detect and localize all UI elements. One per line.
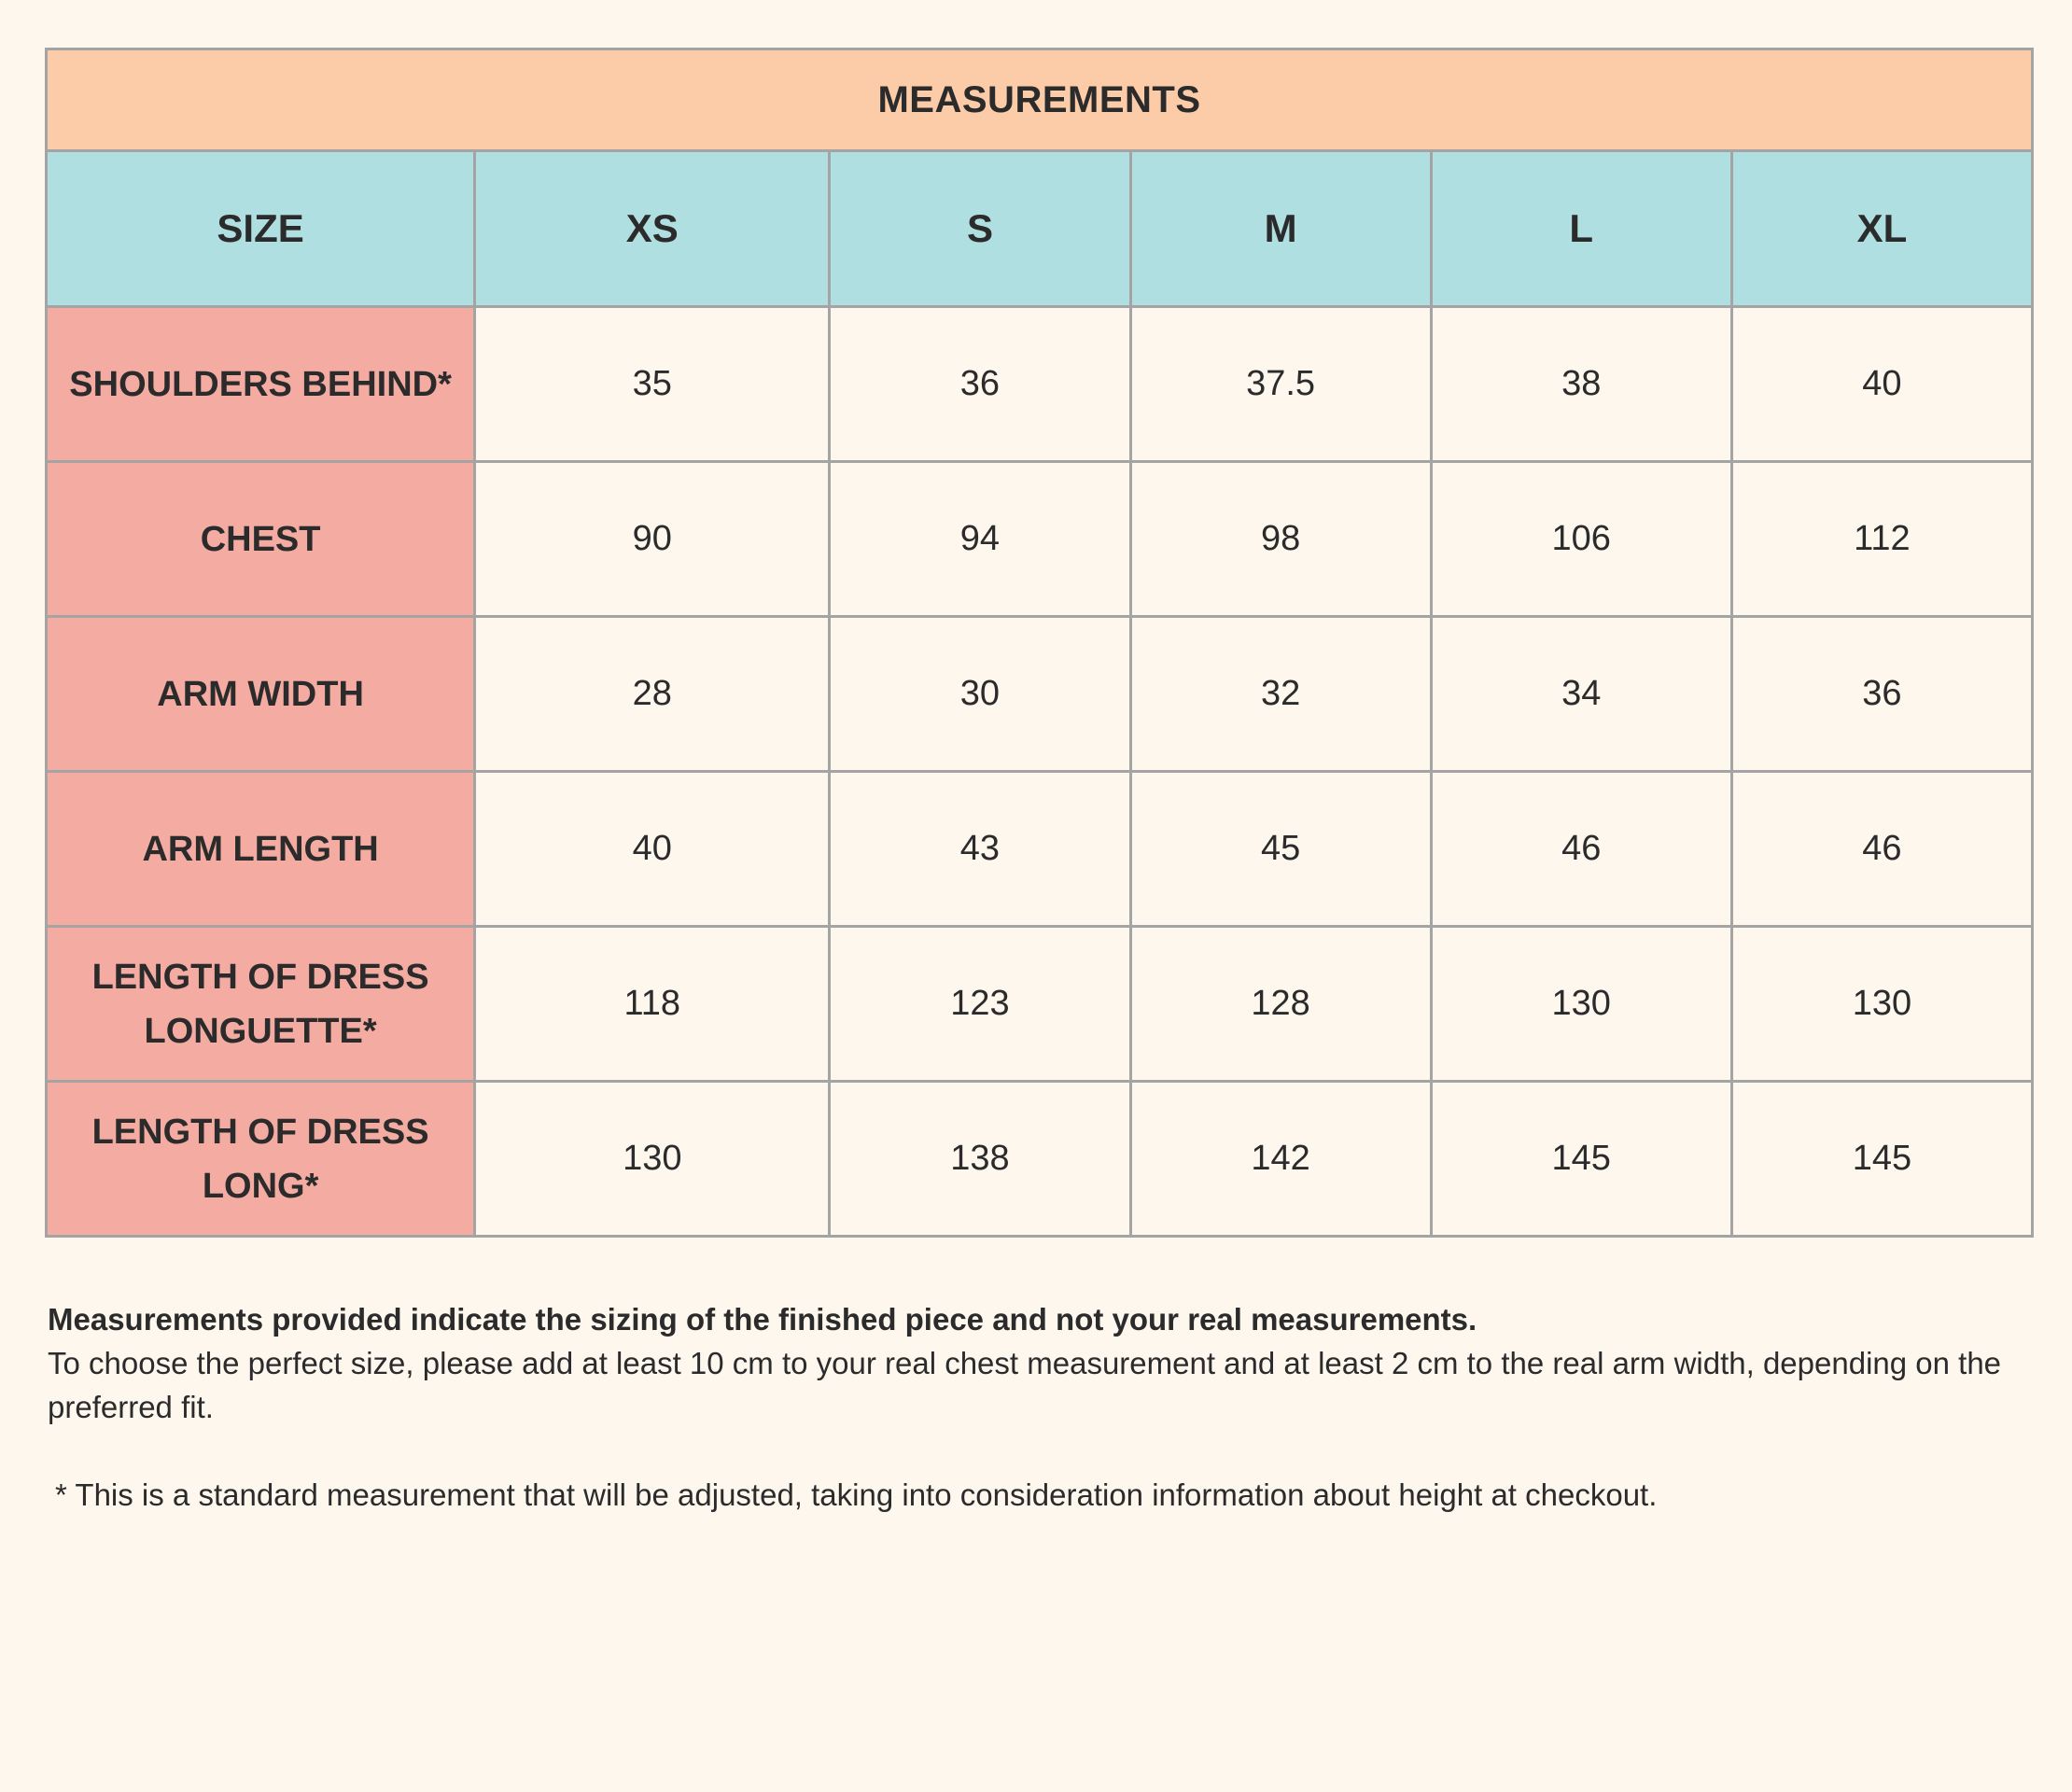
table-cell: 37.5: [1130, 307, 1431, 462]
table-cell: 106: [1431, 462, 1731, 617]
table-cell: 36: [830, 307, 1130, 462]
table-cell: 43: [830, 772, 1130, 927]
table-cell: 36: [1731, 617, 2032, 772]
table-title-row: [47, 49, 2033, 151]
table-cell: 40: [475, 772, 830, 927]
table-cell: 40: [1731, 307, 2032, 462]
table-cell: 35: [475, 307, 830, 462]
size-header-label: SIZE: [47, 151, 475, 307]
table-row: [47, 1082, 2033, 1237]
table-row: [47, 617, 2033, 772]
size-header-xs: XS: [475, 151, 830, 307]
row-label: ARM LENGTH: [47, 772, 475, 927]
table-cell: 142: [1130, 1082, 1431, 1237]
size-header-m: M: [1130, 151, 1431, 307]
table-cell: 112: [1731, 462, 2032, 617]
table-cell: 128: [1130, 927, 1431, 1082]
table-cell: 130: [1431, 927, 1731, 1082]
size-header-row: [47, 151, 2033, 307]
notes-section: [48, 1297, 2045, 1517]
table-cell: 28: [475, 617, 830, 772]
table-cell: 94: [830, 462, 1130, 617]
table-cell: 130: [1731, 927, 2032, 1082]
size-header-s: S: [830, 151, 1130, 307]
notes-body: To choose the perfect size, please add at least 10 cm to your real chest measurement and at least 2 cm to the real arm width, depending on the preferred fit.: [48, 1346, 2002, 1424]
table-cell: 98: [1130, 462, 1431, 617]
table-cell: 123: [830, 927, 1130, 1082]
table-row: [47, 307, 2033, 462]
table-cell: 118: [475, 927, 830, 1082]
table-cell: 138: [830, 1082, 1130, 1237]
table-title: MEASUREMENTS: [47, 49, 2033, 151]
table-cell: 90: [475, 462, 830, 617]
table-cell: 45: [1130, 772, 1431, 927]
table-cell: 46: [1431, 772, 1731, 927]
table-cell: 130: [475, 1082, 830, 1237]
table-cell: 30: [830, 617, 1130, 772]
row-label: LENGTH OF DRESS LONG*: [47, 1082, 475, 1237]
table-row: [47, 927, 2033, 1082]
measurements-table: [45, 48, 2034, 1238]
size-header-l: L: [1431, 151, 1731, 307]
table-cell: 32: [1130, 617, 1431, 772]
row-label: CHEST: [47, 462, 475, 617]
row-label: ARM WIDTH: [47, 617, 475, 772]
table-row: [47, 462, 2033, 617]
row-label: SHOULDERS BEHIND*: [47, 307, 475, 462]
table-cell: 145: [1731, 1082, 2032, 1237]
size-header-xl: XL: [1731, 151, 2032, 307]
table-cell: 145: [1431, 1082, 1731, 1237]
table-row: [47, 772, 2033, 927]
notes-footnote: * This is a standard measurement that will be adjusted, taking into consideration information about height at checkout.: [55, 1477, 1658, 1512]
table-cell: 46: [1731, 772, 2032, 927]
table-cell: 34: [1431, 617, 1731, 772]
table-cell: 38: [1431, 307, 1731, 462]
row-label: LENGTH OF DRESS LONGUETTE*: [47, 927, 475, 1082]
notes-bold-statement: Measurements provided indicate the sizing of the finished piece and not your real measurements.: [48, 1302, 1477, 1337]
